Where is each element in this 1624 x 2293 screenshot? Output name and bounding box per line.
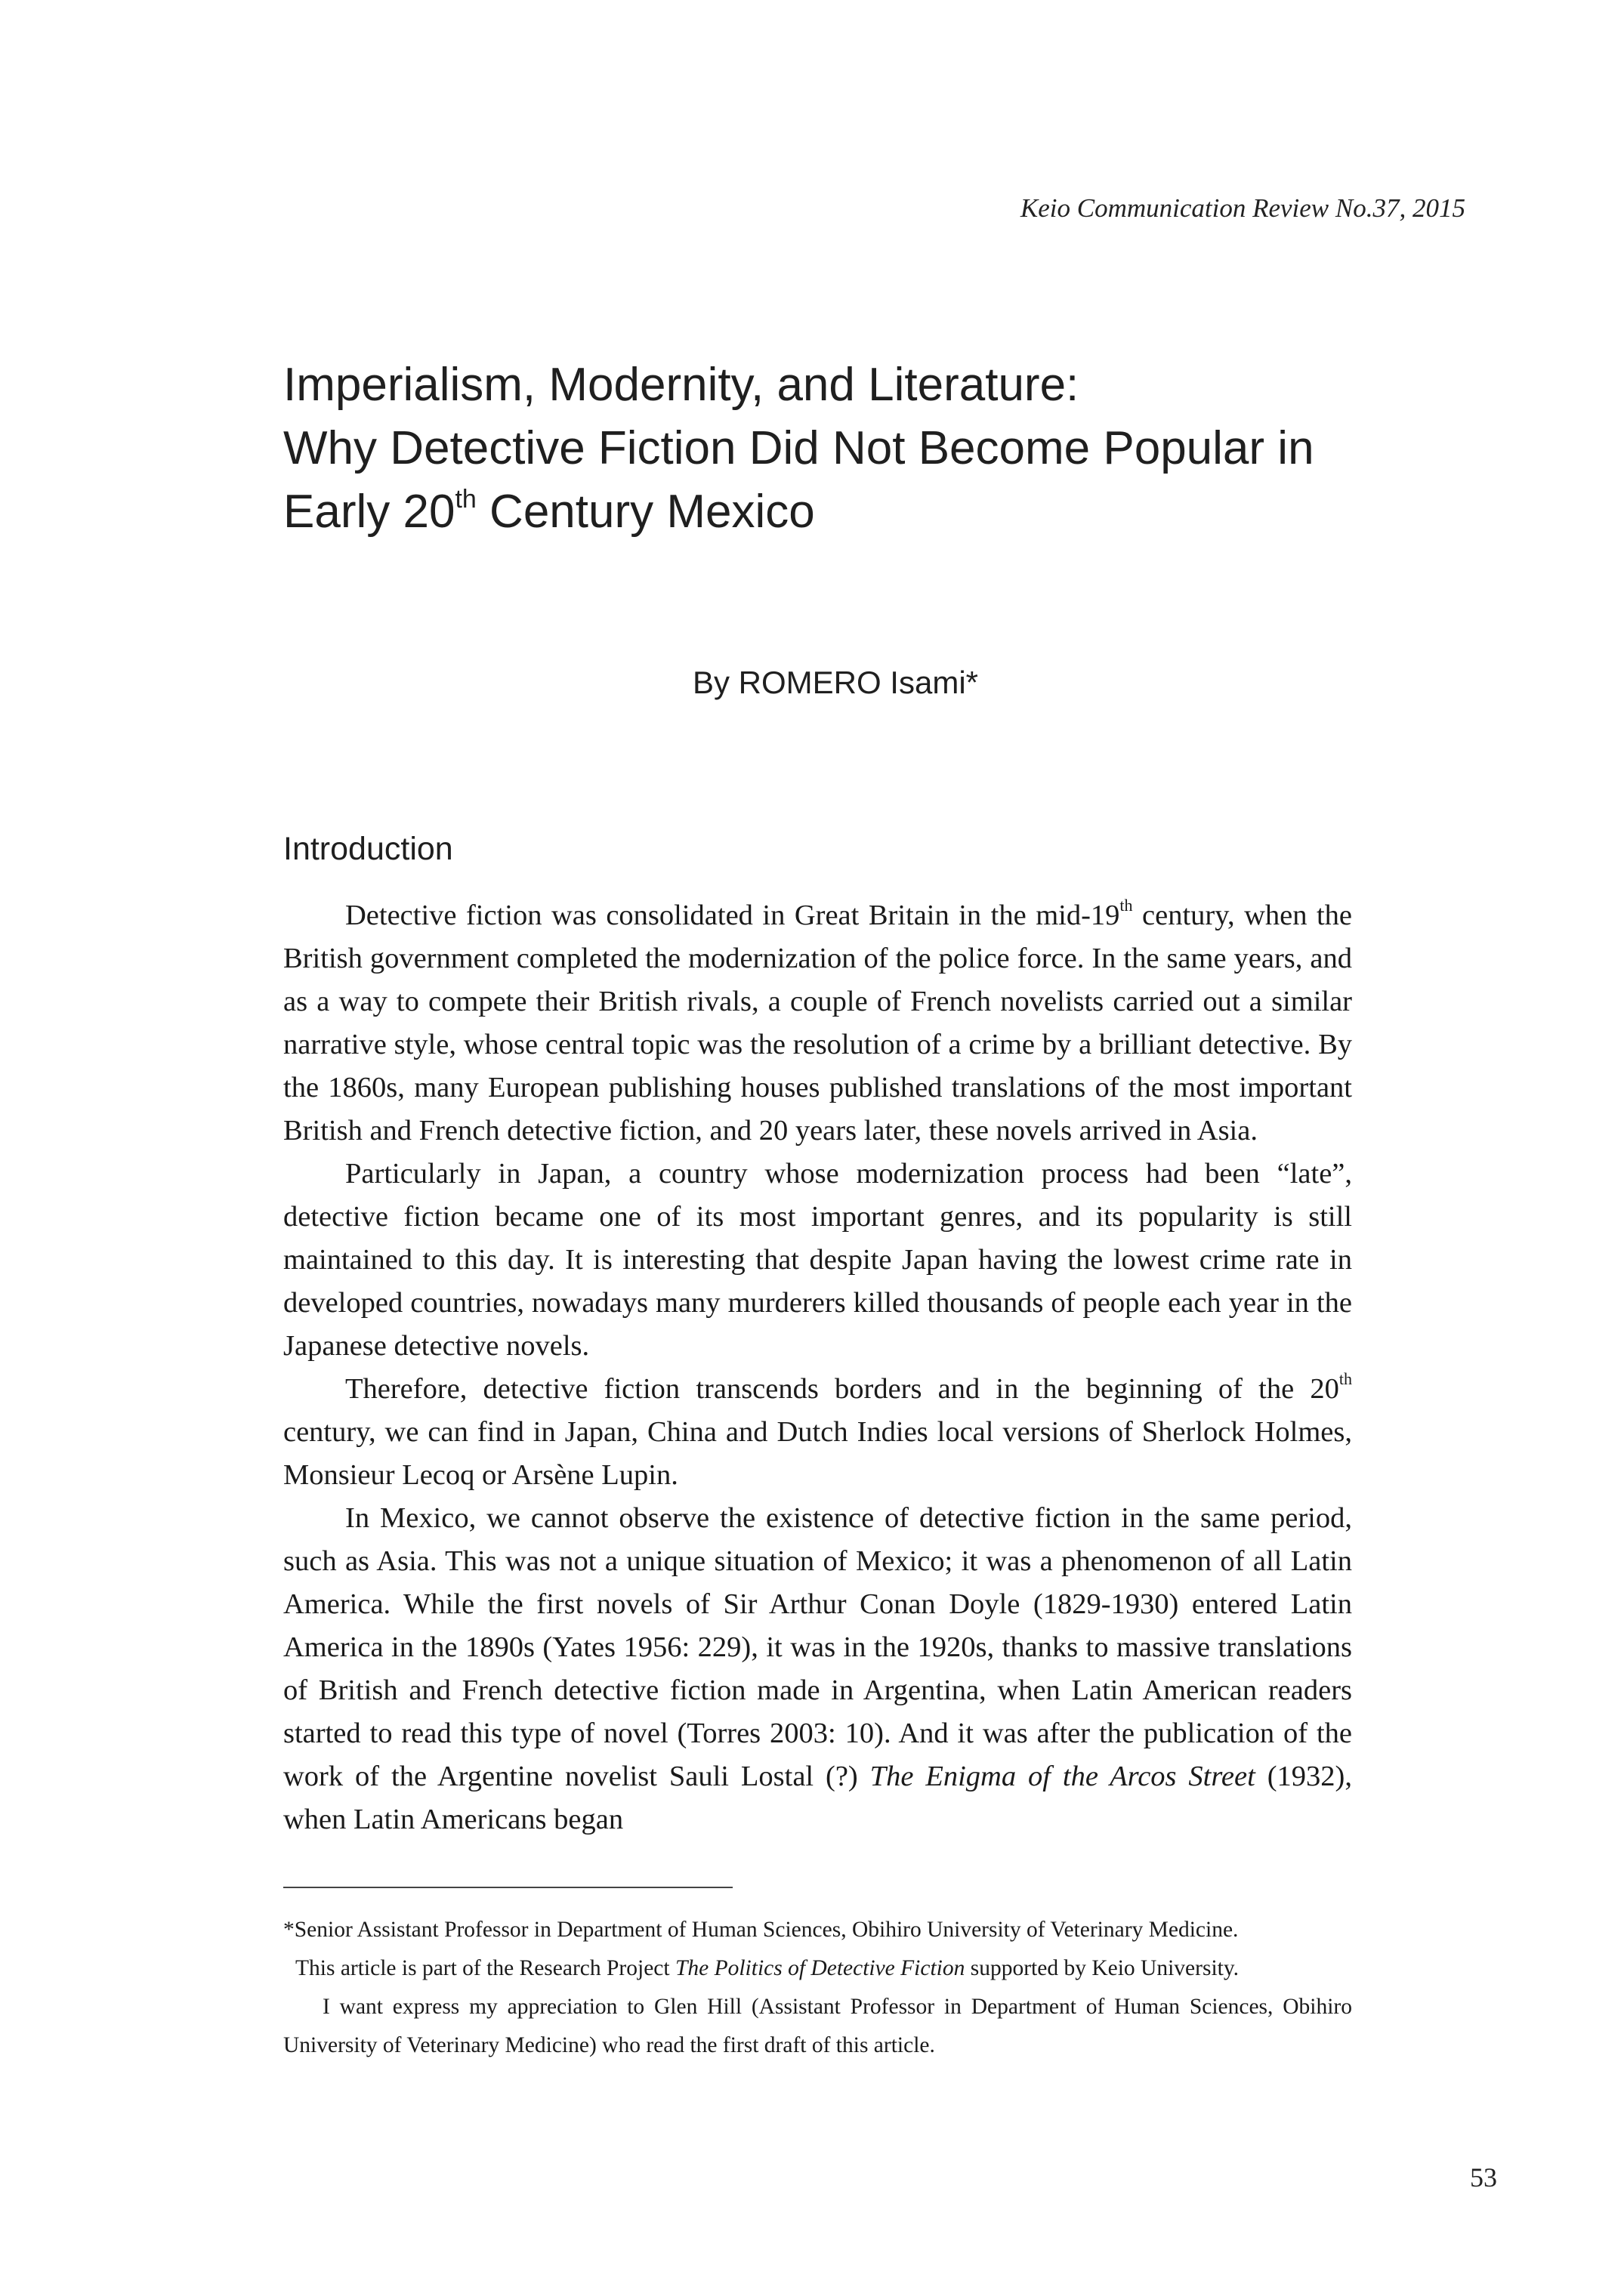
paragraph-4-start: In Mexico, we cannot observe the existence of detective fiction in the same period, such as Asia. This was not a unique situation of Mexico; it was a phenomenon of all Latin America. While the first novels of Sir Arthur Conan Doyle (1829-1930) entered Latin America in the 1890s (Yates 1956: 229), it was in the 1920s, thanks to massive translations of British and French detective fiction made in Argentina, when Latin American readers started to read this type of novel (Torres 2003: 10). And it was after the publication of the work of the Argentine novelist Sauli Lostal (?) (283, 1502, 1352, 1792)
paragraph-3-superscript: th (1338, 1369, 1352, 1388)
project-title-italic: The Politics of Detective Fiction (675, 1956, 965, 1980)
title-ordinal-suffix: th (455, 485, 477, 514)
title-line-3-end: Century Mexico (476, 486, 815, 538)
paragraph-3 (283, 1368, 1352, 1497)
title-line-3-start: Early 20 (283, 486, 455, 538)
paragraph-2: Particularly in Japan, a country whose modernization process had been “late”, detective fiction became one of its most important genres, and its popularity is still maintained to this day. It is interesting that despite Japan having the lowest crime rate in developed countries, nowadays many murderers killed thousands of people each year in the Japanese detective novels. (283, 1158, 1352, 1362)
paragraph-4 (283, 1497, 1352, 1841)
paragraph-1 (283, 894, 1352, 1153)
paragraph-1-end: century, when the British government completed the modernization of the police force. In the same years, and as a way to compete their British rivals, a couple of French novelists carried out a similar narrative style, whose central topic was the resolution of a crime by a brilliant detective. By the 1860s, many European publishing houses published translations of the most important British and French detective fiction, and 20 years later, these novels arrived in Asia. (283, 900, 1352, 1146)
footnote-project (283, 1949, 1352, 1988)
footnote-acknowledgement: I want express my appreciation to Glen Hill (Assistant Professor in Department of Human Sciences, Obihiro University of Veterinary Medicine) who read the first draft of this article. (283, 1995, 1352, 2057)
section-heading: Introduction (283, 831, 453, 867)
body-text (283, 894, 1352, 1841)
footnote-divider (283, 1887, 733, 1888)
article-title (283, 353, 1492, 544)
footnote-project-end: supported by Keio University. (965, 1956, 1240, 1980)
footnote-project-start: This article is part of the Research Project (295, 1956, 675, 1980)
paragraph-3-end: century, we can find in Japan, China and Dutch Indies local versions of Sherlock Holmes, Monsieur Lecoq or Arsène Lupin. (283, 1416, 1352, 1491)
footnote-affiliation: *Senior Assistant Professor in Department of Human Sciences, Obihiro University of Veterinary Medicine. (283, 1918, 1239, 1942)
paragraph-1-superscript: th (1119, 896, 1133, 915)
page-number: 53 (1470, 2162, 1497, 2193)
author-byline: By ROMERO Isami* (692, 665, 978, 700)
running-head: Keio Communication Review No.37, 2015 (1020, 193, 1465, 223)
paragraph-1-start: Detective fiction was consolidated in Great Britain in the mid-19 (345, 900, 1120, 931)
footnotes (283, 1911, 1352, 2065)
title-line-3 (283, 480, 1492, 544)
book-title-italic: The Enigma of the Arcos Street (869, 1761, 1255, 1792)
paragraph-3-start: Therefore, detective fiction transcends borders and in the beginning of the 20 (345, 1373, 1339, 1405)
title-line-1: Imperialism, Modernity, and Literature: (283, 359, 1079, 411)
title-line-2: Why Detective Fiction Did Not Become Popular in (283, 422, 1314, 474)
paragraph-4-end: (1932), when Latin Americans began (283, 1761, 1352, 1835)
